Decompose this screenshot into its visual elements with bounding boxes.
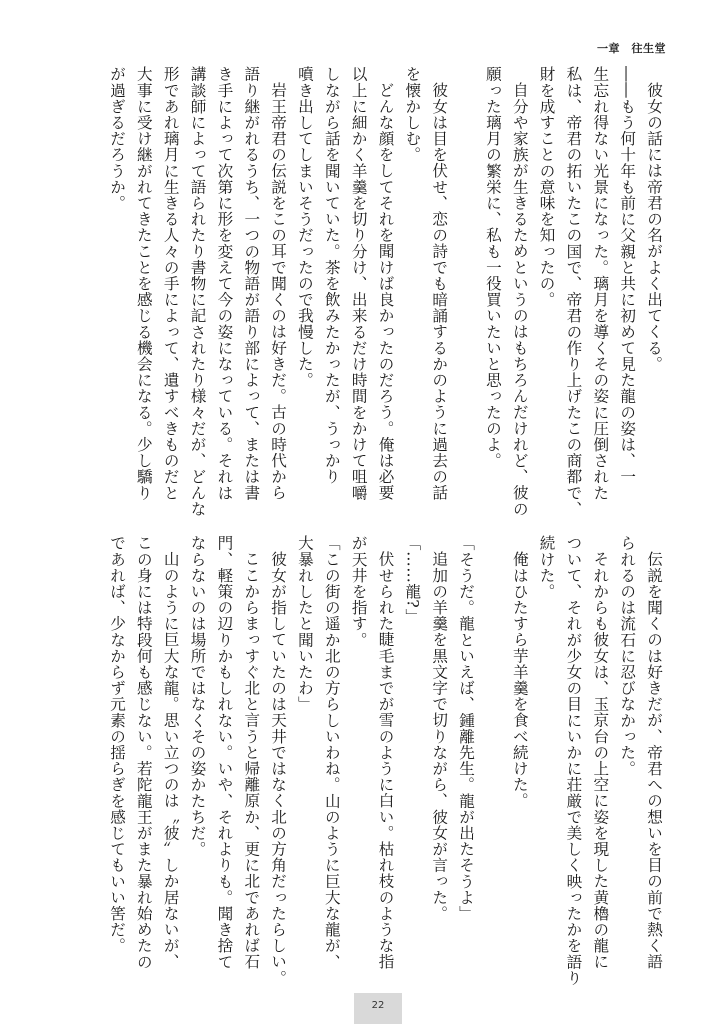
text-line: 門、軽策の辺りかもしれない。いや、それよりも。聞き捨て	[215, 535, 234, 970]
text-line: 自分や家族が生きるためというのはもちろんだけれど、彼の	[510, 82, 529, 517]
text-line: ついて、それが少女の目にいかに荘厳で美しく映ったかを語り	[564, 535, 583, 986]
text-line: この身には特段何も感じない。若陀龍王がまた暴れ始めたの	[134, 535, 153, 970]
text-line: 以上に細かく羊羹を切り分け、出来るだけ時間をかけて咀嚼	[349, 66, 368, 501]
text-line: ここからまっすぐ北と言うと帰離原か、更に北であれば石	[242, 551, 261, 970]
text-line: 彼女は目を伏せ、恋の詩でも暗誦するかのように過去の話	[430, 82, 449, 501]
text-line: 大事に受け継がれてきたことを感じる機会になる。少し驕り	[134, 66, 153, 501]
text-line: 講談師によって語られたり書物に記されたり様々だが、どんな	[188, 66, 207, 517]
text-line: 「……龍?」	[403, 535, 422, 625]
text-line: 岩王帝君の伝説をこの耳で聞くのは好きだ。古の時代から	[269, 82, 288, 501]
text-line: それからも彼女は、玉京台の上空に姿を現した黄櫓の龍に	[591, 551, 610, 970]
text-line: 山のように巨大な龍。思い立つのは〝彼〟しか居ないが、	[161, 551, 180, 970]
text-line: き手によって次第に形を変えて今の姿になっている。それは	[215, 66, 234, 501]
text-line: 語り継がれるうち、一つの物語が語り部によって、または書	[242, 66, 261, 501]
text-line: 財を成すことの意味を知ったの。	[537, 66, 556, 308]
text-line: ならないのは場所ではなくその姿かたちだ。	[188, 535, 207, 857]
text-line: であれば、少なからず元素の揺らぎを感じてもいい筈だ。	[108, 535, 126, 954]
text-line: 彼女の話には帝君の名がよく出てくる。	[645, 82, 663, 372]
text-line: ――もう何十年も前に父親と共に初めて見た龍の姿は、一	[618, 66, 637, 485]
text-line: を懐かしむ。	[403, 66, 422, 163]
text-line: 俺はひたすら芋羊羹を食べ続けた。	[510, 551, 529, 809]
text-line: 伝説を聞くのは好きだが、帝君への想いを目の前で熱く語	[645, 551, 663, 970]
text-line: られるのは流石に忍びなかった。	[618, 535, 637, 777]
text-line: 「そうだ。龍といえば、鍾離先生。龍が出たそうよ」	[457, 535, 476, 922]
page-number: 22	[354, 993, 402, 1024]
text-line: どんな顔をしてそれを聞けば良かったのだろう。俺は必要	[376, 82, 395, 501]
text-line: 彼女が指していたのは天井ではなく北の方角だったらしい。	[269, 551, 288, 986]
text-line: 追加の羊羹を黒文字で切りながら、彼女が言った。	[430, 551, 449, 922]
text-line: が天井を指す。	[349, 535, 368, 648]
running-header: 一章 往生堂	[597, 42, 666, 55]
text-line: 伏せられた睫毛までが雪のように白い。枯れ枝のような指	[376, 551, 395, 970]
text-line: 願った璃月の繁栄に、私も一役買いたいと思ったのよ。	[483, 66, 502, 469]
text-line: が過ぎるだろうか。	[108, 66, 126, 211]
text-line: しながら話を聞いていた。茶を飲みたかったが、うっかり	[322, 66, 341, 485]
text-line: 続けた。	[537, 535, 556, 600]
text-line: 噴き出してしまいそうだったので我慢した。	[295, 66, 314, 388]
text-line: 形であれ璃月に生きる人々の手によって、遺すべきものだと	[161, 66, 180, 501]
text-line: 大暴れしたと聞いたわ」	[295, 535, 314, 713]
text-line: 「この街の遥か北の方らしいわね。山のように巨大な龍が、	[322, 535, 341, 970]
text-line: 生忘れ得ない光景になった。璃月を導くその姿に圧倒された	[591, 66, 610, 501]
text-line: 私は、帝君の拓いたこの国で、帝君の作り上げたこの商都で、	[564, 66, 583, 517]
